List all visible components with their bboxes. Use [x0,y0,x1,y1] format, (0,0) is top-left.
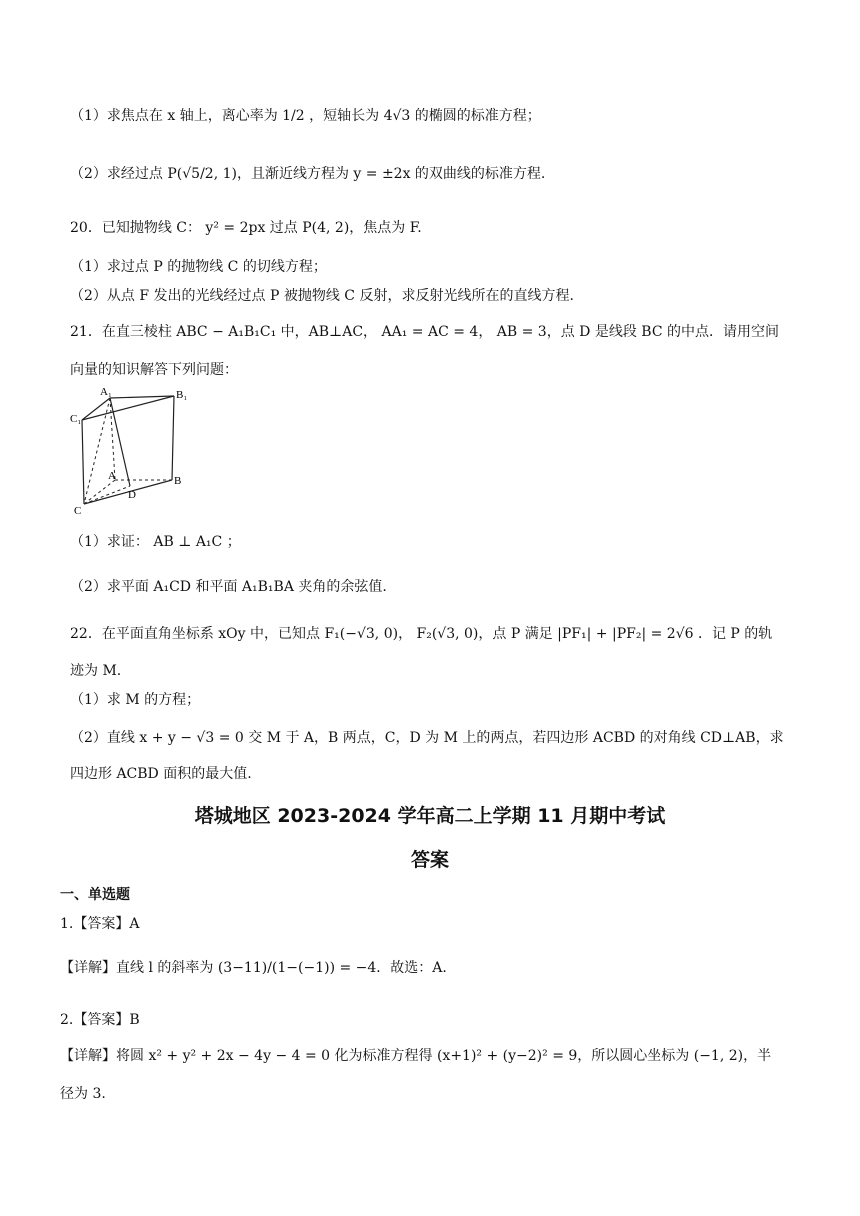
q22-part1: （1）求 M 的方程； [70,692,201,708]
q19-part1: （1）求焦点在 x 轴上，离心率为 1/2 ，短轴长为 4√3 的椭圆的标准方程； [70,108,541,124]
q21-stem-line1: 21．在直三棱柱 ABC − A₁B₁C₁ 中，AB⊥AC， AA₁ = AC = 4， AB = 3，点 D 是线段 BC 的中点．请用空间 [70,324,779,340]
answer-subtitle: 答案 [410,849,449,871]
section-heading: 一、单选题 [60,887,130,903]
q21-part1: （1）求证： AB ⊥ A₁C ； [70,534,241,550]
q22-stem-line1: 22．在平面直角坐标系 xOy 中，已知点 F₁(−√3, 0)， F₂(√3, 0)，点 P 满足 |PF₁| + |PF₂| = 2√6 ．记 P 的轨 [70,626,773,642]
q20-stem: 20．已知抛物线 C： y² = 2px 过点 P(4, 2)，焦点为 F. [70,220,422,236]
q22-part2-line1: （2）直线 x + y − √3 = 0 交 M 于 A，B 两点，C，D 为 M 上的两点，若四边形 ACBD 的对角线 CD⊥AB，求 [70,730,784,746]
label-a: A [108,470,116,482]
label-d: D [128,489,136,501]
q21-part2: （2）求平面 A₁CD 和平面 A₁B₁BA 夹角的余弦值. [70,579,387,595]
q20-part2: （2）从点 F 发出的光线经过点 P 被抛物线 C 反射，求反射光线所在的直线方程. [70,288,574,304]
answer-2-detail-line2: 径为 3. [60,1086,106,1102]
label-c: C [74,505,82,517]
q21-stem-line2: 向量的知识解答下列问题： [70,362,238,378]
label-b1: B₁ [176,389,188,401]
q22-stem-line2: 迹为 M. [70,663,122,679]
q22-part2-line2: 四边形 ACBD 面积的最大值. [70,766,252,782]
q19-part2: （2）求经过点 P(√5/2, 1)，且渐近线方程为 y = ±2x 的双曲线的标准方程. [70,166,546,182]
answer-2-detail-line1: 【详解】将圆 x² + y² + 2x − 4y − 4 = 0 化为标准方程得 (x+1)² + (y−2)² = 9，所以圆心坐标为 (−1, 2)，半 [60,1048,772,1064]
answer-1-detail: 【详解】直线 l 的斜率为 (3−11)/(1−(−1)) = −4．故选：A. [60,960,447,976]
label-a1: A₁ [100,386,112,398]
q20-part1: （1）求过点 P 的抛物线 C 的切线方程； [70,259,327,275]
prism-figure [70,384,190,519]
label-c1: C₁ [70,413,82,425]
answer-1-label: 1.【答案】A [60,916,140,932]
answer-2-label: 2.【答案】B [60,1012,140,1028]
label-b: B [174,475,182,487]
page-title: 塔城地区 2023-2024 学年高二上学期 11 月期中考试 [194,805,666,827]
